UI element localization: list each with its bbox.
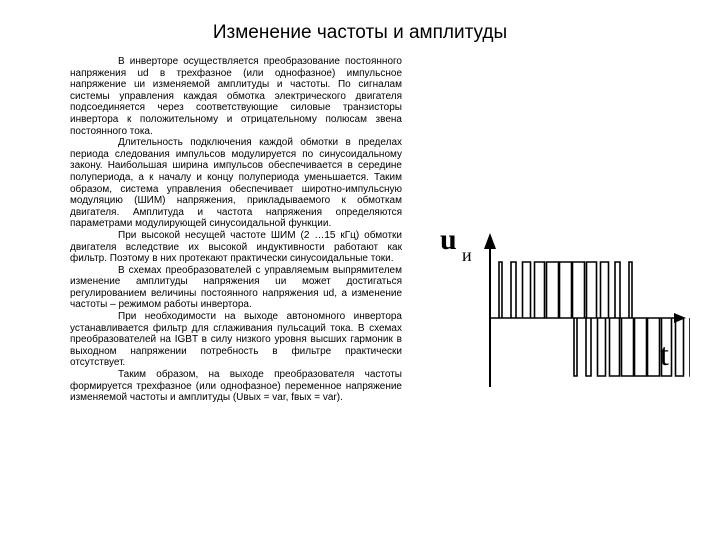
negative-pulse (676, 318, 684, 376)
positive-pulse (499, 262, 502, 318)
positive-pulse (560, 262, 572, 318)
paragraph-controlled-rectifier: В схемах преобразователей с управляемым выпрямителем изменение амплитуды напряжения uи может достигаться регулированием величины постоянного напряжения ud, а изменение частоты – режимом работы инвертора. (70, 264, 402, 311)
positive-pulse (535, 262, 545, 318)
positive-pulse (511, 262, 516, 318)
negative-pulse (648, 318, 660, 376)
negative-pulse (598, 318, 606, 376)
negative-pulse (635, 318, 647, 376)
positive-pulse (547, 262, 559, 318)
slide-title: Изменение частоты и амплитуды (212, 22, 508, 43)
positive-pulse-group (499, 262, 632, 318)
paragraph-inverter-conversion: В инверторе осуществляется преобразование постоянного напряжения ud в трехфазное (или однофазное) импульсное напряжение uи изменяемой амплитуды и частоты. По сигналам системы управления каждая обмотка электрического двигателя подсоединяется через соответствующие силовые транзисторы инвертора к положительному и отрицательному полюсам звена постоянного тока. (70, 56, 402, 137)
y-axis-subscript: и (462, 245, 472, 265)
negative-pulse-group (574, 318, 690, 376)
positive-pulse (601, 262, 609, 318)
positive-pulse (615, 262, 620, 318)
negative-pulse (586, 318, 591, 376)
negative-pulse (574, 318, 577, 376)
paragraph-output-filter: При необходимости на выходе автономного инвертора устанавливается фильтр для сглаживания пульсаций тока. В схемах преобразователей на IGBT в силу низкого уровня высших гармоник в выходном напряжении потребность в фильтре практически отсутствует. (70, 311, 402, 369)
positive-pulse (629, 262, 632, 318)
negative-pulse (622, 318, 634, 376)
y-axis-symbol: u (440, 223, 457, 256)
pwm-voltage-waveform (420, 215, 690, 390)
paragraph-pwm-modulation: Длительность подключения каждой обмотки в пределах периода следования импульсов модулируется по синусоидальному закону. Наибольшая ширина импульсов обеспечивается в середине полупериода, а к началу и концу полупериода уменьшается. Таким образом, система управления обеспечивает широтно-импульсную модуляцию (ШИМ) напряжения, прикладываемого к обмоткам двигателя. Амплитуда и частота напряжения определяются параметрами модулирующей синусоидальной функции. (70, 137, 402, 230)
y-axis-arrow-icon (484, 233, 496, 249)
negative-pulse (610, 318, 620, 376)
positive-pulse (573, 262, 585, 318)
positive-pulse (587, 262, 597, 318)
paragraph-carrier-frequency: При высокой несущей частоте ШИМ (2 …15 кГц) обмотки двигателя вследствие их высокой индуктивности работают как фильтр. Поэтому в них протекают практически синусоидальные токи. (70, 229, 402, 265)
positive-pulse (523, 262, 531, 318)
body-text (70, 56, 402, 404)
x-axis-symbol: t (660, 336, 669, 372)
paragraph-conclusion: Таким образом, на выходе преобразователя частоты формируется трехфазное (или однофазное) переменное напряжение изменяемой частоты и амплитуды (Uвых = var, fвых = var). (70, 369, 402, 404)
